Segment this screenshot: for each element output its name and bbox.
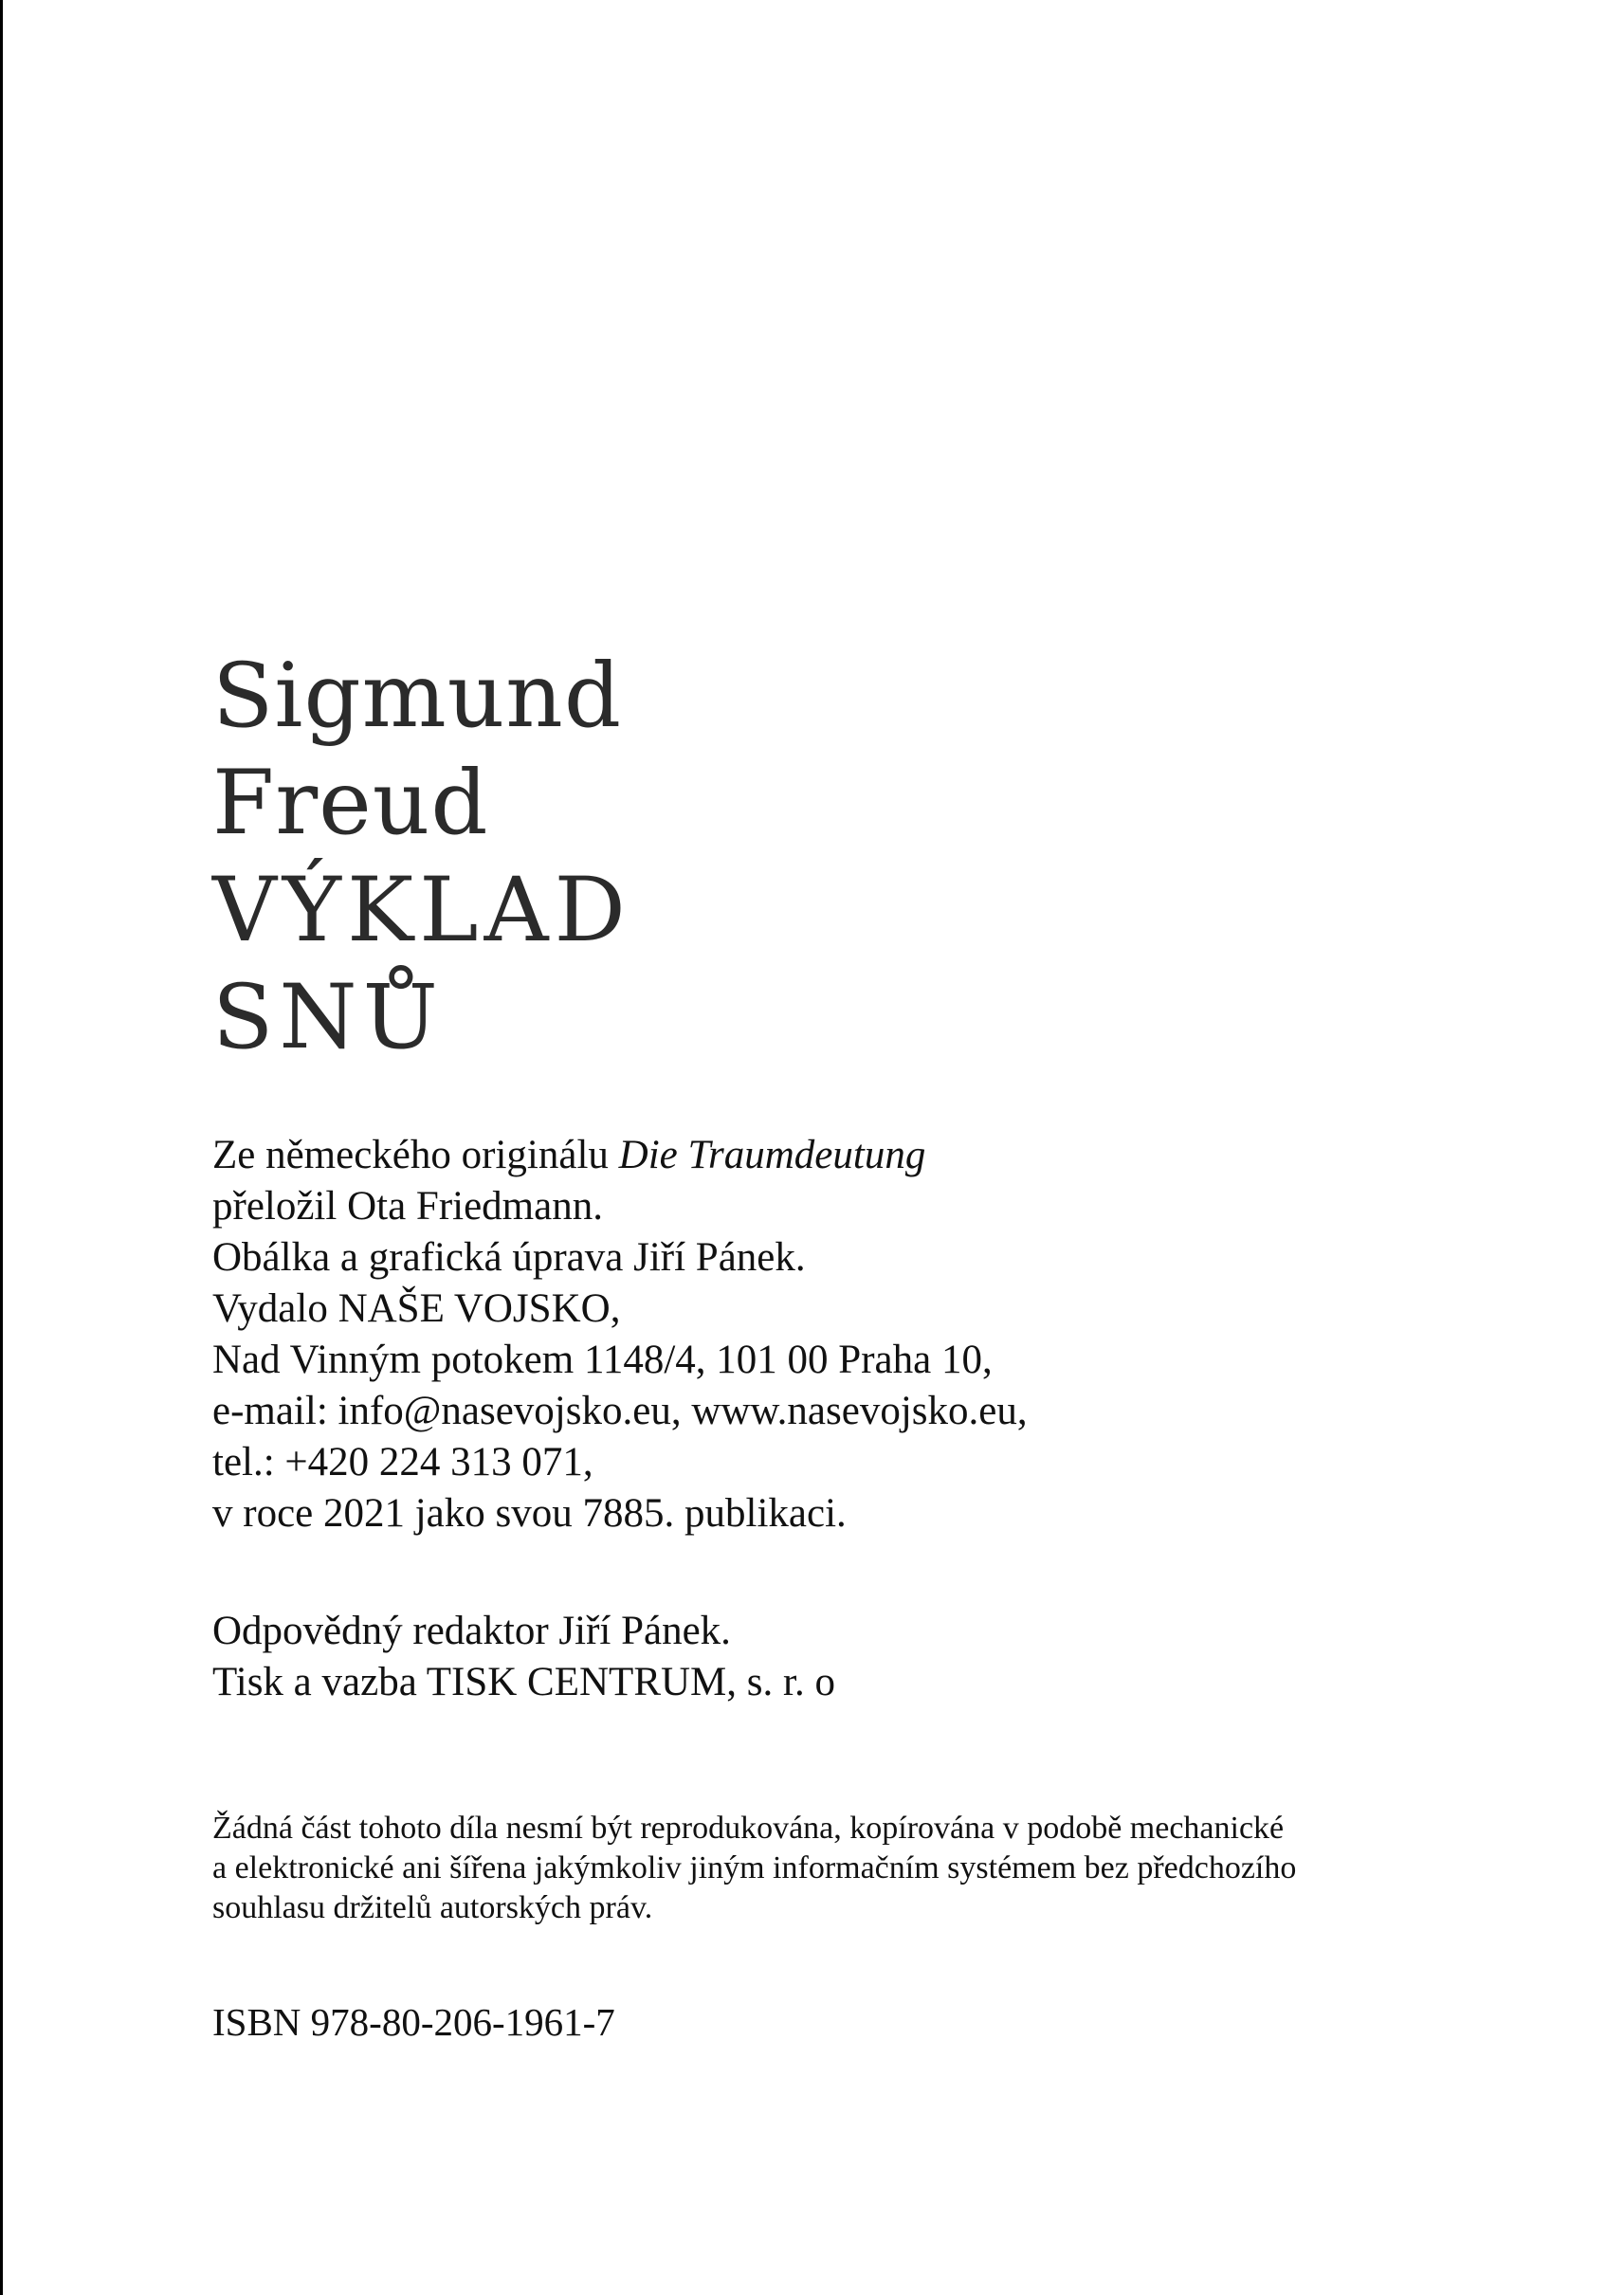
publisher-line: Vydalo NAŠE VOJSKO,	[212, 1286, 621, 1331]
book-title-line-2: SNŮ	[212, 966, 444, 1069]
publisher-contact: e-mail: info@nasevojsko.eu, www.nasevojsko.eu,	[212, 1389, 1028, 1433]
original-title: Die Traumdeutung	[618, 1133, 926, 1177]
editorial-credits	[212, 1606, 835, 1708]
title-block	[212, 643, 631, 1071]
author-first-name: Sigmund	[212, 645, 623, 748]
translation-source-line	[212, 1130, 1028, 1181]
printer-line: Tisk a vazba TISK CENTRUM, s. r. o	[212, 1660, 835, 1704]
colophon	[212, 1130, 1028, 1539]
page-edge-line	[0, 0, 3, 2295]
author-last-name: Freud	[212, 752, 489, 855]
translator-line: přeložil Ota Friedmann.	[212, 1184, 603, 1229]
copyright-notice-line-3: souhlasu držitelů autorských práv.	[212, 1890, 653, 1925]
copyright-notice-line-2: a elektronické ani šířena jakýmkoliv jiným informačním systémem bez předchozího	[212, 1850, 1297, 1885]
book-title-line-1: VÝKLAD	[212, 859, 631, 962]
translation-source-prefix: Ze německého originálu	[212, 1133, 619, 1177]
publication-year-line: v roce 2021 jako svou 7885. publikaci.	[212, 1491, 847, 1536]
copyright-notice	[212, 1809, 1296, 1928]
cover-design-line: Obálka a grafická úprava Jiří Pánek.	[212, 1235, 806, 1280]
copyright-notice-line-1: Žádná část tohoto díla nesmí být reprodukována, kopírována v podobě mechanické	[212, 1811, 1285, 1846]
editor-line: Odpovědný redaktor Jiří Pánek.	[212, 1609, 731, 1653]
isbn: ISBN 978-80-206-1961-7	[212, 2000, 615, 2044]
publisher-address: Nad Vinným potokem 1148/4, 101 00 Praha 10,	[212, 1338, 993, 1382]
publisher-phone: tel.: +420 224 313 071,	[212, 1440, 593, 1484]
